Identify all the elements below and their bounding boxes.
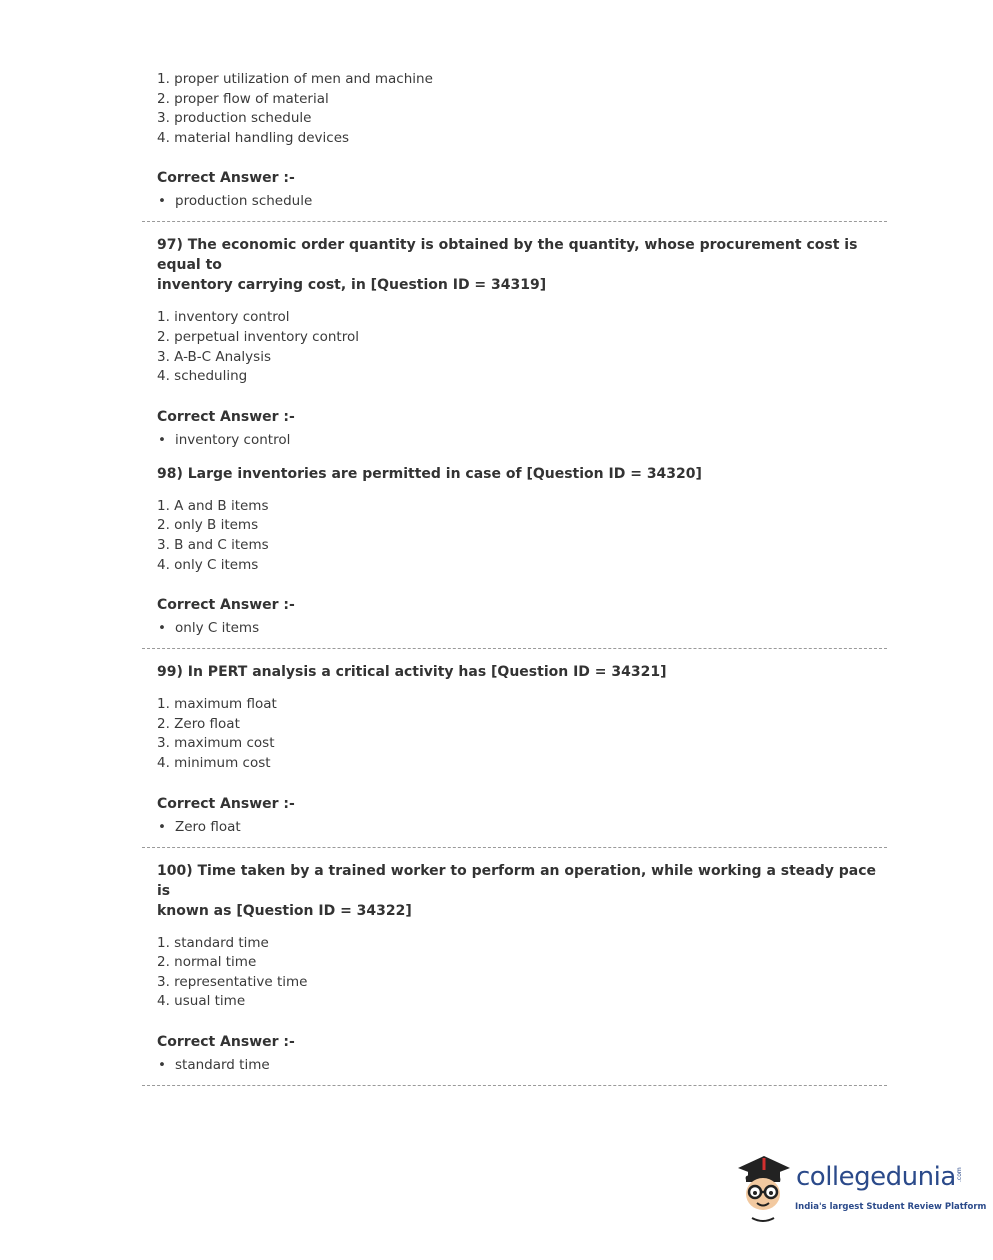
- correct-answer-label: Correct Answer :-: [157, 795, 295, 812]
- correct-answer-label: Correct Answer :-: [157, 170, 295, 187]
- mascot-icon: [734, 1152, 794, 1224]
- question-97: [157, 235, 887, 295]
- option: 3. A-B-C Analysis: [157, 348, 271, 365]
- spacer: [157, 450, 887, 464]
- question-text: 98) Large inventories are permitted in case of [Question ID = 34320]: [157, 465, 702, 482]
- bullet-icon: •: [158, 818, 166, 835]
- logo-com: .com: [956, 1167, 963, 1182]
- bullet-icon: •: [158, 620, 166, 637]
- option: 2. Zero float: [157, 715, 240, 732]
- correct-answer-label: Correct Answer :-: [157, 408, 295, 425]
- option: 1. standard time: [157, 934, 269, 951]
- options-list-97: [157, 308, 887, 386]
- option: 1. proper utilization of men and machine: [157, 71, 433, 87]
- option: 2. proper flow of material: [157, 90, 329, 107]
- options-list-96: [157, 70, 887, 148]
- option: 4. material handling devices: [157, 129, 350, 146]
- correct-answer: [157, 430, 887, 450]
- correct-answer-label: Correct Answer :-: [157, 1033, 295, 1050]
- collegedunia-logo: [734, 1152, 987, 1224]
- option: 3. B and C items: [157, 536, 269, 553]
- question-100: [157, 861, 887, 921]
- option: 3. production schedule: [157, 110, 312, 127]
- question-text: 97) The economic order quantity is obtained by the quantity, whose procurement cost is equal to: [157, 237, 858, 274]
- question-98: [157, 464, 887, 484]
- logo-tagline: India's largest Student Review Platform: [795, 1202, 987, 1212]
- question-text: inventory carrying cost, in [Question ID = 34319]: [157, 277, 547, 294]
- question-text: 100) Time taken by a trained worker to perform an operation, while working a steady pace is: [157, 862, 877, 899]
- correct-answer-text: only C items: [175, 620, 260, 637]
- correct-answer-text: Zero float: [175, 818, 241, 835]
- option: 2. normal time: [157, 954, 257, 971]
- correct-answer-text: inventory control: [175, 431, 291, 448]
- divider: [142, 648, 887, 649]
- option: 2. only B items: [157, 517, 259, 534]
- correct-answer: [157, 817, 887, 837]
- option: 3. maximum cost: [157, 735, 275, 752]
- options-list-100: [157, 934, 887, 1012]
- question-text: 99) In PERT analysis a critical activity has [Question ID = 34321]: [157, 664, 667, 681]
- correct-answer: [157, 1055, 887, 1075]
- logo-wordmark: collegedunia: [796, 1162, 956, 1192]
- option: 2. perpetual inventory control: [157, 328, 359, 345]
- divider: [142, 221, 887, 222]
- option: 4. only C items: [157, 556, 259, 573]
- options-list-99: [157, 695, 887, 773]
- divider: [142, 847, 887, 848]
- correct-answer-text: standard time: [175, 1056, 270, 1073]
- option: 3. representative time: [157, 973, 308, 990]
- option: 1. maximum float: [157, 696, 277, 713]
- option: 4. usual time: [157, 993, 246, 1010]
- question-content: [157, 70, 887, 1086]
- bullet-icon: •: [158, 431, 166, 448]
- option: 1. inventory control: [157, 309, 290, 326]
- options-list-98: [157, 497, 887, 575]
- correct-answer: [157, 191, 887, 211]
- correct-answer-text: production schedule: [175, 193, 313, 210]
- correct-answer: [157, 618, 887, 638]
- bullet-icon: •: [158, 193, 166, 210]
- correct-answer-label: Correct Answer :-: [157, 597, 295, 614]
- option: 4. scheduling: [157, 368, 248, 385]
- question-99: [157, 662, 887, 682]
- bullet-icon: •: [158, 1056, 166, 1073]
- divider: [142, 1085, 887, 1086]
- option: 4. minimum cost: [157, 754, 271, 771]
- option: 1. A and B items: [157, 497, 269, 514]
- question-text: known as [Question ID = 34322]: [157, 902, 412, 919]
